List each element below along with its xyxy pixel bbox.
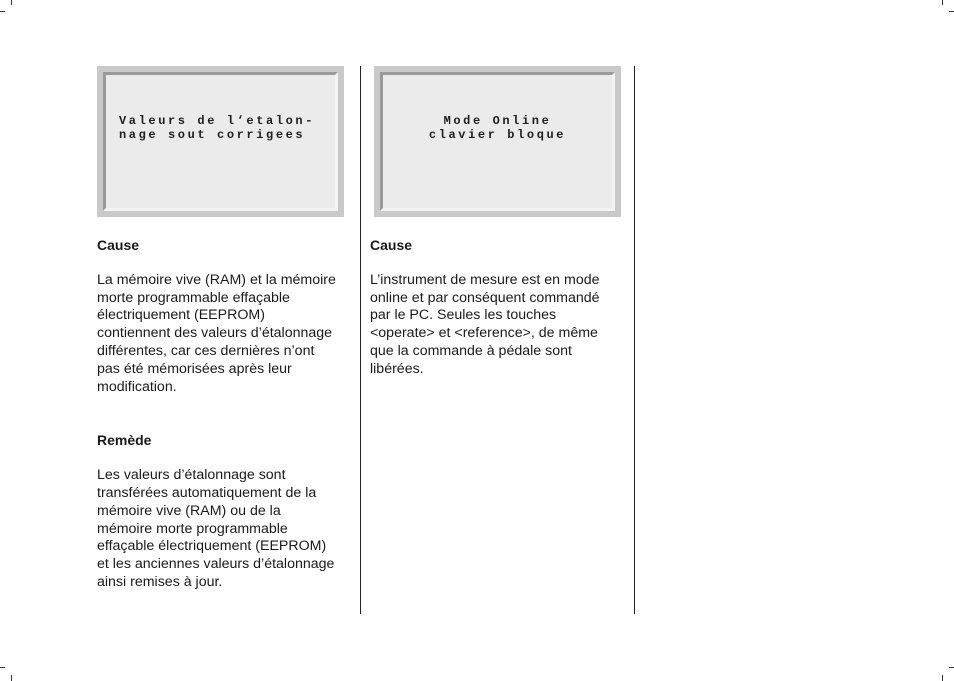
crop-mark bbox=[11, 675, 12, 681]
column-divider bbox=[634, 66, 635, 614]
display-screen-right bbox=[374, 66, 621, 217]
crop-mark bbox=[949, 667, 954, 668]
display-line-1: Valeurs de l‘etalon- bbox=[119, 114, 316, 128]
display-panel bbox=[103, 72, 338, 211]
remedy-text: Les valeurs d’étalonnage sont transférées automatiquement de la mémoire vive (RAM) ou de la mémoire morte programmable effaçable électriquement (EEPROM) et les anciennes valeurs d’étalonnage ainsi remises à jour. bbox=[97, 467, 335, 590]
cause-text: La mémoire vive (RAM) et la mémoire morte programmable effaçable électriquement (EEPROM) contiennent des valeurs d’étalonnage différentes, car ces dernières n’ont pas été mémorisées après leur modification. bbox=[97, 271, 336, 395]
display-panel bbox=[380, 72, 615, 211]
column-divider bbox=[360, 66, 361, 614]
left-column bbox=[97, 237, 337, 592]
crop-mark bbox=[0, 667, 5, 668]
display-line-2: nage sout corrigees bbox=[119, 128, 306, 142]
cause-heading: Cause bbox=[97, 237, 140, 253]
remedy-heading: Remède bbox=[97, 432, 152, 449]
cause-text: L’instrument de mesure est en mode online et par conséquent commandé par le PC. Seules les touches <operate> et <reference>, de même que la commande à pédale sont libérées. bbox=[370, 271, 600, 377]
right-column bbox=[370, 237, 610, 379]
cause-heading: Cause bbox=[370, 237, 413, 253]
crop-mark bbox=[11, 0, 12, 5]
display-line-2: clavier bloque bbox=[428, 128, 567, 142]
crop-mark bbox=[942, 0, 943, 5]
display-line-1: Mode Online bbox=[443, 114, 552, 128]
crop-mark bbox=[942, 675, 943, 681]
crop-mark bbox=[949, 11, 954, 12]
crop-mark bbox=[0, 11, 5, 12]
display-screen-left bbox=[97, 66, 344, 217]
